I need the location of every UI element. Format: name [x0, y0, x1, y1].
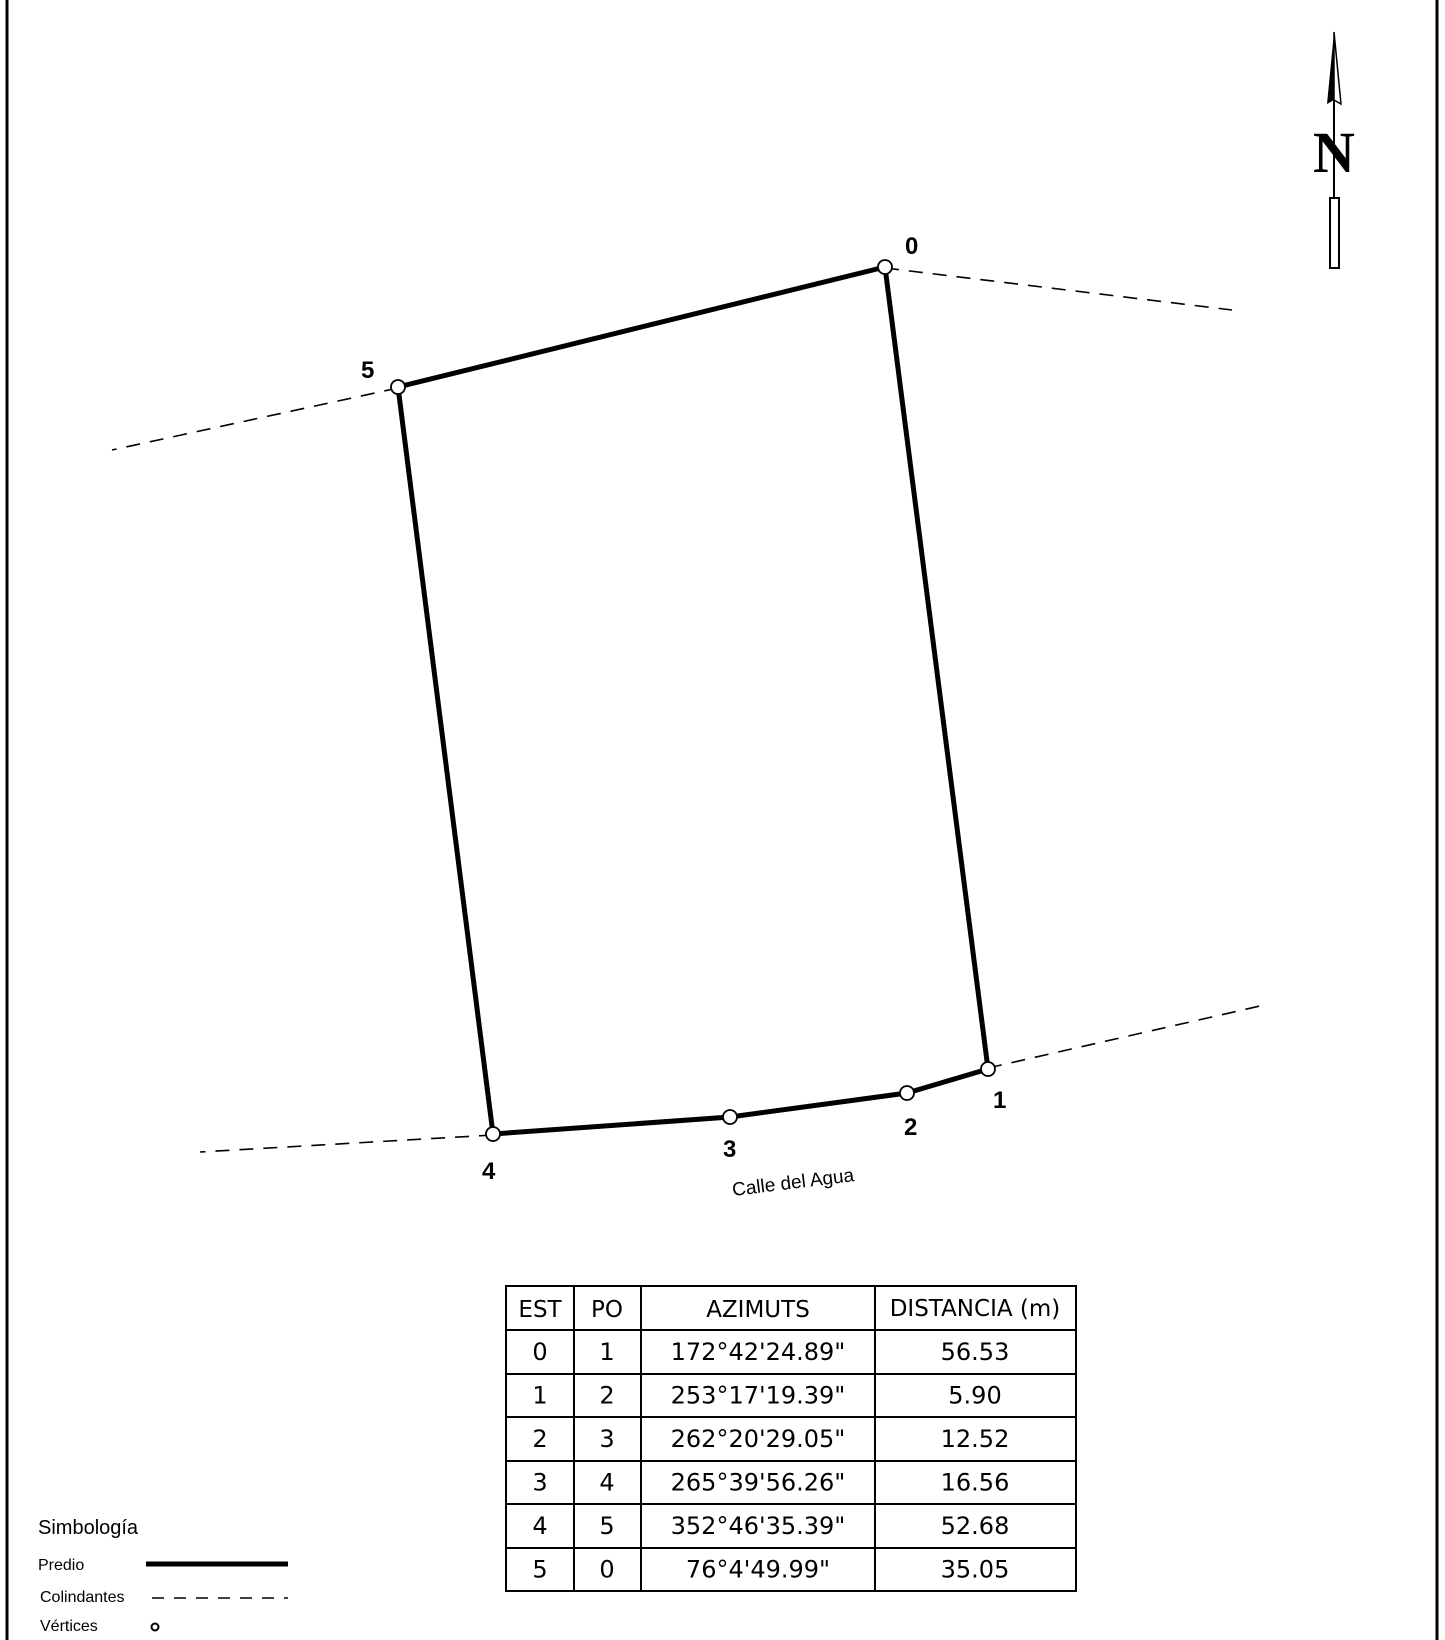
cell-azimut: 172°42'24.89"	[670, 1338, 846, 1366]
cell-est: 4	[532, 1512, 548, 1540]
property-boundary	[398, 267, 988, 1134]
colindante-line	[988, 1006, 1260, 1068]
cell-est: 3	[532, 1468, 548, 1497]
cell-azimut: 253°17'19.39"	[670, 1381, 846, 1410]
colindante-line	[112, 388, 398, 450]
legend-label-colindantes: Colindantes	[40, 1589, 125, 1606]
vertex-2	[900, 1086, 914, 1100]
table-row	[532, 1469, 1009, 1497]
cell-po: 0	[599, 1555, 615, 1584]
north-label: N	[1313, 120, 1355, 185]
table-row	[532, 1382, 1001, 1410]
vertex-label-2: 2	[904, 1114, 918, 1141]
vertex-label-1: 1	[993, 1087, 1007, 1114]
vertex-5	[391, 380, 405, 394]
vertex-1	[981, 1062, 995, 1076]
cell-po: 1	[599, 1338, 615, 1366]
colindante-line	[885, 268, 1232, 310]
vertex-markers	[391, 260, 995, 1141]
legend	[38, 1517, 288, 1635]
vertex-3	[723, 1110, 737, 1124]
legend-title: Simbología	[38, 1517, 139, 1539]
cell-azimut: 262°20'29.05"	[670, 1425, 846, 1453]
colindante-line	[200, 1135, 493, 1152]
street-name: Calle del Agua	[731, 1165, 856, 1201]
vertex-label-5: 5	[361, 357, 375, 384]
cell-est: 2	[532, 1425, 548, 1453]
cell-est: 1	[532, 1381, 548, 1410]
vertex-label-3: 3	[723, 1136, 737, 1163]
colindantes-lines	[112, 268, 1260, 1152]
cell-distancia: 16.56	[940, 1468, 1010, 1497]
vertex-label-4: 4	[482, 1158, 496, 1185]
cell-distancia: 56.53	[940, 1338, 1010, 1366]
cell-distancia: 35.05	[940, 1555, 1010, 1584]
header-azimuts: AZIMUTS	[706, 1297, 810, 1323]
header-est: EST	[518, 1297, 562, 1323]
cell-azimut: 352°46'35.39"	[670, 1512, 846, 1540]
table-row	[532, 1425, 1009, 1453]
cell-po: 5	[599, 1512, 615, 1540]
north-arrow-icon	[1313, 32, 1355, 268]
cell-distancia: 12.52	[940, 1425, 1010, 1453]
cell-est: 0	[532, 1338, 548, 1366]
vertex-labels	[361, 233, 1006, 1185]
cell-distancia: 52.68	[940, 1512, 1010, 1540]
vertex-0	[878, 260, 892, 274]
cell-azimut: 76°4'49.99"	[685, 1555, 831, 1584]
table-row	[532, 1556, 1009, 1584]
vertex-label-0: 0	[905, 233, 919, 260]
legend-symbol-vertices	[152, 1624, 159, 1631]
bearings-table	[506, 1286, 1076, 1591]
table-row	[532, 1512, 1009, 1540]
cell-po: 4	[599, 1468, 615, 1497]
header-po: PO	[591, 1297, 623, 1323]
cell-distancia: 5.90	[948, 1381, 1002, 1410]
table-row	[532, 1338, 1009, 1366]
cell-po: 3	[599, 1425, 615, 1453]
cell-po: 2	[599, 1381, 615, 1410]
header-distancia: DISTANCIA (m)	[889, 1296, 1061, 1322]
legend-label-vertices: Vértices	[40, 1618, 98, 1635]
table-header	[518, 1296, 1060, 1323]
cell-azimut: 265°39'56.26"	[670, 1468, 846, 1497]
vertex-4	[486, 1127, 500, 1141]
legend-label-predio: Predio	[38, 1557, 85, 1574]
cell-est: 5	[532, 1555, 548, 1584]
